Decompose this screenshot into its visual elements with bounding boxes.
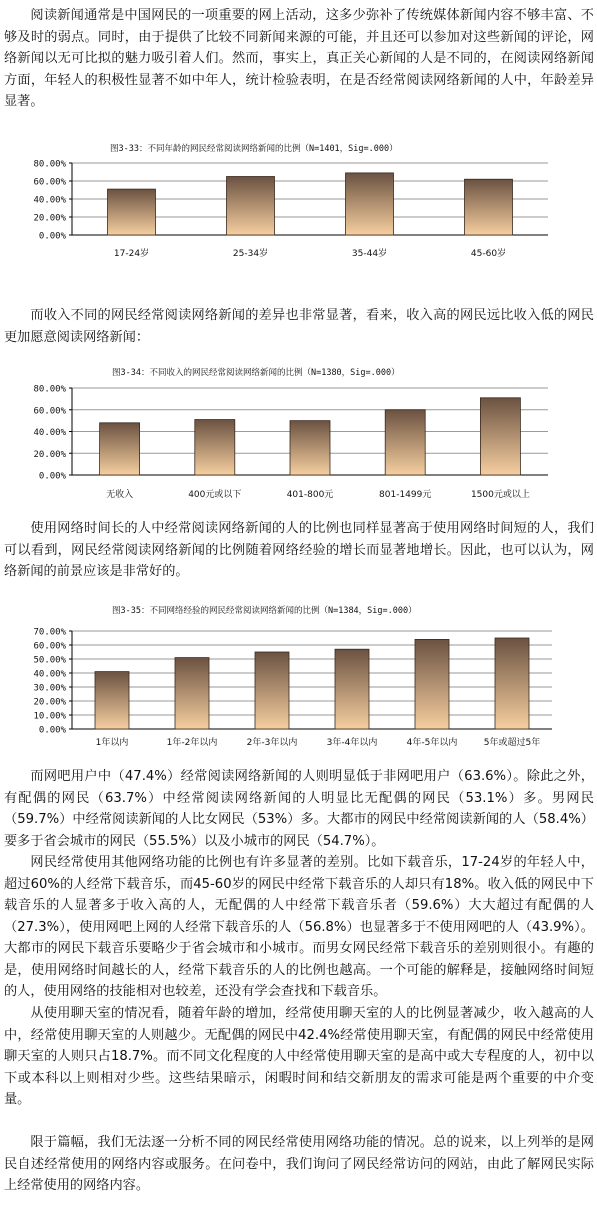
y-tick-label: 20.00% [33,213,66,224]
bar [95,672,129,729]
bar [255,652,289,729]
x-tick-label: 无收入 [106,490,134,500]
y-tick-label: 40.00% [33,428,66,438]
y-tick-label: 70.00% [33,627,66,638]
x-tick-label: 45-60岁 [470,249,507,259]
bar [195,420,235,475]
x-tick-label: 1年-2年以内 [166,738,218,748]
y-tick-label: 0.00% [38,231,66,242]
x-tick-label: 2年-3年以内 [246,738,298,748]
bar [175,658,209,729]
bar [335,649,369,729]
chart-age-svg [0,140,597,275]
x-tick-label: 801-1499元 [379,490,432,500]
chart-title: 图3-35：不同网络经验的网民经常阅读网络新闻的比例（N=1384，Sig=.000） [112,606,417,616]
paragraph-2: 而收入不同的网民经常阅读网络新闻的差异也非常显著，看来，收入高的网民远比收入低的网民更加愿意阅读网络新闻： [4,308,594,345]
x-tick-label: 401-800元 [286,490,334,500]
x-tick-label: 35-44岁 [351,249,388,259]
chart-income-svg [0,364,597,512]
y-tick-label: 20.00% [33,449,66,460]
y-tick-label: 30.00% [33,683,66,694]
paragraph-4: 而网吧用户中（47.4%）经常阅读网络新闻的人则明显低于非网吧用户（63.6%）。除此之外，有配偶的网民（63.7%）中经常阅读网络新闻的人明显比无配偶的网民（53.1%）多。男网民（59.7%）中经常阅读新闻的人比女网民（53%）多。大都市的网民中经常阅读新闻的人（58.4%）要多于省会城市的网民（55.5%）以及小城市的网民（54.7%）。 [4,769,594,849]
y-tick-label: 10.00% [33,711,66,722]
paragraph-6: 从使用聊天室的情况看，随着年龄的增加，经常使用聊天室的人的比例显著减少，收入越高的人中，经常使用聊天室的人则越少。无配偶的网民中42.4%经常使用聊天室，有配偶的网民中经常使用聊天室的人则只占18.7%。而不同文化程度的人中经常使用聊天室的是高中或大专程度的人，初中以下或本科以上则相对少些。这些结果暗示，闲暇时间和结交新朋友的需求可能是两个重要的中介变量。 [4,1006,594,1107]
x-tick-label: 3年-4年以内 [326,738,378,748]
y-tick-label: 0.00% [38,725,66,736]
y-tick-label: 60.00% [33,406,66,417]
x-tick-label: 5年或超过5年 [483,738,541,748]
paragraph-1: 阅读新闻通常是中国网民的一项重要的网上活动，这多少弥补了传统媒体新闻内容不够丰富、不够及时的弱点。同时，由于提供了比较不同新闻来源的可能，并且还可以参加对这些新闻的评论，网络新闻以无可比拟的魅力吸引着人们。然而，事实上，真正关心新闻的人是不同的，在阅读网络新闻方面，年轻人的积极性显著不如中年人，统计检验表明，在是否经常阅读网络新闻的人中，年龄差异显著。 [4,8,594,109]
y-tick-label: 80.00% [33,159,66,170]
bar [415,639,449,729]
chart-experience-svg [0,602,597,760]
x-tick-label: 1500元或以上 [470,490,530,500]
y-tick-label: 40.00% [33,195,66,206]
bar [465,179,513,235]
y-tick-label: 0.00% [38,471,66,482]
y-tick-label: 20.00% [33,697,66,708]
bar [385,410,425,475]
chart-title: 图3-33：不同年龄的网民经常阅读网络新闻的比例（N=1401，Sig=.000） [110,144,398,154]
x-tick-label: 25-34岁 [232,249,269,259]
chart-experience [0,602,597,760]
bar [480,398,520,475]
y-tick-label: 40.00% [33,669,66,680]
y-tick-label: 60.00% [33,641,66,652]
chart-income [0,364,597,512]
y-tick-label: 80.00% [33,384,66,395]
y-tick-label: 60.00% [33,177,66,188]
x-tick-label: 17-24岁 [113,249,150,259]
chart-age [0,140,597,275]
y-tick-label: 50.00% [33,655,66,666]
bar [346,173,394,235]
paragraph-5: 网民经常使用其他网络功能的比例也有许多显著的差别。比如下载音乐，17-24岁的年轻人中，超过60%的人经常下载音乐，而45-60岁的网民中经常下载音乐的人却只有18%。收入低的网民中下载音乐的人显著多于收入高的人，无配偶的人中经常下载音乐者（59.6%）大大超过有配偶的人（27.3%），使用网吧上网的人经常下载音乐的人（56.8%）也显著多于不使用网吧的人（43.9%）。大都市的网民下载音乐要略少于省会城市和小城市。而男女网民经常下载音乐的差别则很小。有趣的是，使用网络时间越长的人，经常下载音乐的人的比例也越高。一个可能的解释是，接触网络时间短的人，使用网络的技能相对也较差，还没有学会查找和下载音乐。 [4,855,594,999]
x-tick-label: 1年以内 [95,738,129,748]
paragraph-7: 限于篇幅，我们无法逐一分析不同的网民经常使用网络功能的情况。总的说来，以上列举的是网民自述经常使用的网络内容或服务。在问卷中，我们询问了网民经常访问的网站，由此了解网民实际上经常使用的网络内容。 [4,1135,594,1193]
x-tick-label: 4年-5年以内 [406,738,458,748]
chart-title: 图3-34：不同收入的网民经常阅读网络新闻的比例（N=1380，Sig=.000） [112,368,400,378]
paragraph-3: 使用网络时间长的人中经常阅读网络新闻的人的比例也同样显著高于使用网络时间短的人，我们可以看到，网民经常阅读网络新闻的比例随着网络经验的增长而显著地增长。因此，也可以认为，网络新闻的前景应该是非常好的。 [4,521,594,579]
bar [290,421,330,475]
x-tick-label: 400元或以下 [188,490,242,500]
bar [100,423,140,475]
bar [227,177,275,236]
bar [495,638,529,729]
bar [108,189,156,235]
